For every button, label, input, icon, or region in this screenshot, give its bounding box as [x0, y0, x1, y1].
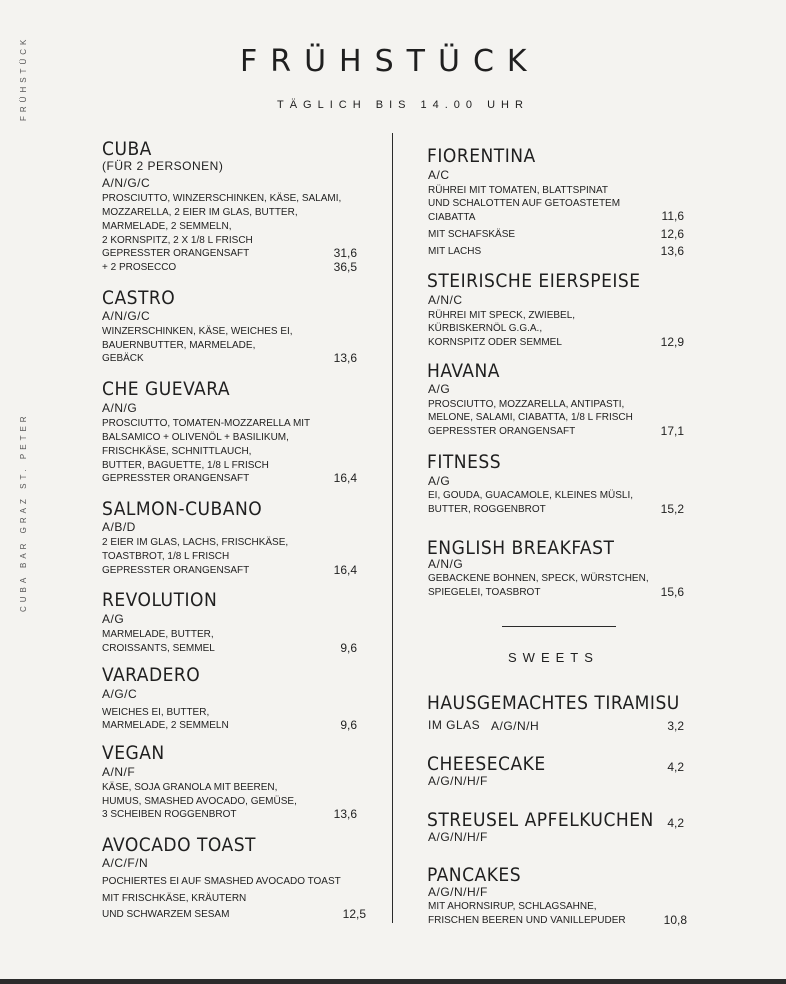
item-desc-line: PROSCIUTTO, TOMATEN-MOZZARELLA MIT	[102, 418, 311, 429]
item-desc-line: BUTTER, ROGGENBROT	[428, 504, 546, 515]
bottom-border	[0, 979, 786, 984]
item-name: REVOLUTION	[102, 589, 218, 611]
item-price: 4,2	[667, 760, 684, 774]
allergen-codes: A/N/C	[428, 293, 463, 307]
item-note: IM GLAS	[428, 718, 481, 732]
item-price: 17,1	[660, 424, 684, 438]
sweets-heading: SWEETS	[508, 650, 599, 665]
item-name: VARADERO	[102, 664, 201, 686]
item-desc-line: MOZZARELLA, 2 EIER IM GLAS, BUTTER,	[102, 207, 298, 218]
item-price: 9,6	[340, 641, 357, 655]
item-desc-line: GEPRESSTER ORANGENSAFT	[102, 565, 250, 576]
item-desc-line: GEBÄCK	[102, 353, 144, 364]
item-price: 9,6	[340, 718, 357, 732]
item-price: 16,4	[333, 563, 357, 577]
item-name: CUBA	[102, 138, 152, 160]
item-name: HAVANA	[427, 360, 500, 382]
item-desc-line: MELONE, SALAMI, CIABATTA, 1/8 L FRISCH	[428, 412, 633, 423]
allergen-codes: A/G	[428, 474, 451, 488]
item-price: 16,4	[333, 471, 357, 485]
allergen-codes: A/N/G/C	[102, 309, 151, 323]
item-desc-line: KÄSE, SOJA GRANOLA MIT BEEREN,	[102, 782, 278, 793]
item-name: CHEESECAKE	[427, 753, 546, 775]
item-desc-line: UND SCHWARZEM SESAM	[102, 909, 230, 920]
item-price: 10,8	[663, 913, 687, 927]
item-desc-line: EI, GOUDA, GUACAMOLE, KLEINES MÜSLI,	[428, 490, 634, 501]
item-desc-line: MARMELADE, 2 SEMMELN	[102, 720, 229, 731]
item-name: ENGLISH BREAKFAST	[427, 537, 615, 559]
allergen-codes: A/G/C	[102, 687, 138, 701]
item-name: CASTRO	[102, 287, 176, 309]
item-desc-line: MIT AHORNSIRUP, SCHLAGSAHNE,	[428, 901, 597, 912]
allergen-codes: A/N/G/C	[102, 176, 151, 190]
item-desc-line: MIT SCHAFSKÄSE	[428, 229, 516, 240]
item-desc-line: HUMUS, SMASHED AVOCADO, GEMÜSE,	[102, 796, 297, 807]
item-price: 13,6	[660, 244, 684, 258]
item-desc-line: UND SCHALOTTEN AUF GETOASTETEM	[428, 198, 621, 209]
item-name: STREUSEL APFELKUCHEN	[427, 809, 654, 831]
allergen-codes: A/N/F	[102, 765, 136, 779]
item-name: FIORENTINA	[427, 145, 536, 167]
allergen-codes: A/G/N/H/F	[428, 830, 488, 844]
item-desc-line: 3 SCHEIBEN ROGGENBROT	[102, 809, 237, 820]
item-name: PANCAKES	[427, 864, 522, 886]
item-desc-line: GEPRESSTER ORANGENSAFT	[102, 248, 250, 259]
item-price: 15,6	[660, 585, 684, 599]
item-price: 12,6	[660, 227, 684, 241]
item-desc-line: GEPRESSTER ORANGENSAFT	[428, 426, 576, 437]
allergen-codes: A/G/N/H/F	[428, 774, 488, 788]
item-desc-line: WINZERSCHINKEN, KÄSE, WEICHES EI,	[102, 326, 293, 337]
item-desc-line: MARMELADE, BUTTER,	[102, 629, 214, 640]
side-label-bottom: CUBA BAR GRAZ ST. PETER	[19, 412, 28, 612]
item-desc-line: FRISCHEN BEEREN UND VANILLEPUDER	[428, 915, 626, 926]
item-desc-line: GEBACKENE BOHNEN, SPECK, WÜRSTCHEN,	[428, 573, 649, 584]
page-subtitle: TÄGLICH BIS 14.00 UHR	[277, 99, 529, 111]
item-price: 3,2	[667, 719, 684, 733]
item-name: STEIRISCHE EIERSPEISE	[427, 270, 641, 292]
item-desc-line: RÜHREI MIT TOMATEN, BLATTSPINAT	[428, 185, 609, 196]
item-desc-line: CIABATTA	[428, 212, 476, 223]
side-label-top: FRÜHSTÜCK	[19, 35, 28, 121]
allergen-codes: A/G	[102, 612, 125, 626]
item-desc-line: POCHIERTES EI AUF SMASHED AVOCADO TOAST	[102, 876, 341, 887]
sweets-divider	[502, 626, 616, 627]
item-price: 13,6	[333, 807, 357, 821]
item-desc-line: MIT LACHS	[428, 246, 482, 257]
item-desc-line: MIT FRISCHKÄSE, KRÄUTERN	[102, 893, 247, 904]
item-desc-line: KÜRBISKERNÖL G.G.A.,	[428, 323, 543, 334]
item-price: 15,2	[660, 502, 684, 516]
item-desc-line: BUTTER, BAGUETTE, 1/8 L FRISCH	[102, 460, 269, 471]
item-note: (FÜR 2 PERSONEN)	[102, 159, 224, 173]
item-desc-line: 2 EIER IM GLAS, LACHS, FRISCHKÄSE,	[102, 537, 289, 548]
item-desc-line: MARMELADE, 2 SEMMELN,	[102, 221, 232, 232]
item-price: 13,6	[333, 351, 357, 365]
item-desc-line: PROSCIUTTO, MOZZARELLA, ANTIPASTI,	[428, 399, 625, 410]
item-name: SALMON-CUBANO	[102, 498, 263, 520]
item-desc-line: BALSAMICO + OLIVENÖL + BASILIKUM,	[102, 432, 289, 443]
item-name: VEGAN	[102, 742, 165, 764]
item-desc-line: + 2 PROSECCO	[102, 262, 177, 273]
item-price: 11,6	[661, 209, 684, 223]
item-price: 12,5	[342, 907, 366, 921]
item-desc-line: BAUERNBUTTER, MARMELADE,	[102, 340, 256, 351]
column-divider	[392, 133, 393, 923]
item-desc-line: PROSCIUTTO, WINZERSCHINKEN, KÄSE, SALAMI,	[102, 193, 342, 204]
item-desc-line: 2 KORNSPITZ, 2 X 1/8 L FRISCH	[102, 235, 253, 246]
item-desc-line: WEICHES EI, BUTTER,	[102, 707, 210, 718]
item-desc-line: RÜHREI MIT SPECK, ZWIEBEL,	[428, 310, 576, 321]
item-desc-line: FRISCHKÄSE, SCHNITTLAUCH,	[102, 446, 252, 457]
allergen-codes: A/C/F/N	[102, 856, 149, 870]
allergen-codes: A/B/D	[102, 520, 136, 534]
item-desc-line: TOASTBROT, 1/8 L FRISCH	[102, 551, 230, 562]
item-desc-line: GEPRESSTER ORANGENSAFT	[102, 473, 250, 484]
item-name: FITNESS	[427, 451, 502, 473]
item-name: AVOCADO TOAST	[102, 834, 256, 856]
item-name: CHE GUEVARA	[102, 378, 231, 400]
item-desc-line: KORNSPITZ ODER SEMMEL	[428, 337, 562, 348]
item-desc-line: CROISSANTS, SEMMEL	[102, 643, 215, 654]
allergen-codes: A/G/N/H/F	[428, 885, 488, 899]
allergen-codes: A/N/G	[102, 401, 138, 415]
allergen-codes: A/C	[428, 168, 450, 182]
allergen-codes: A/G	[428, 382, 451, 396]
item-name: HAUSGEMACHTES TIRAMISU	[427, 692, 680, 714]
item-price: 31,6	[333, 246, 357, 260]
allergen-codes: A/G/N/H	[491, 719, 540, 733]
allergen-codes: A/N/G	[428, 557, 464, 571]
item-price: 12,9	[660, 335, 684, 349]
item-desc-line: SPIEGELEI, TOASBROT	[428, 587, 541, 598]
item-price: 4,2	[667, 816, 684, 830]
item-price: 36,5	[333, 260, 357, 274]
page-title: FRÜHSTÜCK	[240, 44, 540, 79]
